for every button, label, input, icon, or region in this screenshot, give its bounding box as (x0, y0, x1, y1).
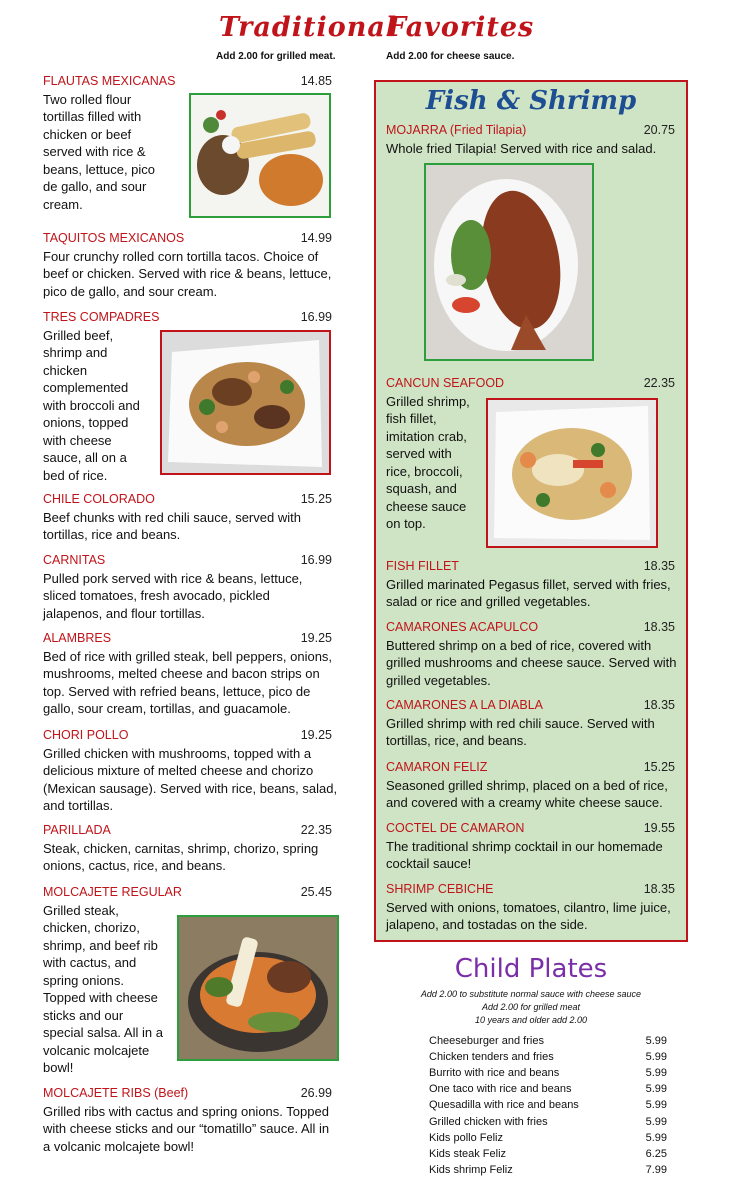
menu-item-header (386, 881, 675, 899)
child-plate-row (429, 1162, 667, 1178)
child-plate-name: Chicken tenders and fries (429, 1051, 554, 1064)
child-plate-row (429, 1081, 667, 1097)
child-plate-price: 5.99 (645, 1051, 667, 1064)
child-plate-row (429, 1097, 667, 1113)
menu-item-description: special salsa. All in a (43, 1025, 163, 1040)
molcajete-photo (177, 915, 339, 1061)
menu-item-name: CAMARONES ACAPULCO (386, 620, 539, 634)
menu-item-price: 15.25 (300, 492, 332, 506)
menu-item-name: SHRIMP CEBICHE (386, 882, 494, 896)
child-plate-name: Grilled chicken with fries (429, 1115, 548, 1128)
menu-item-price: 18.35 (643, 559, 675, 573)
menu-item-header (386, 697, 675, 715)
menu-item-description: rice, broccoli, (386, 463, 463, 479)
menu-item-name: CHILE COLORADO (43, 492, 155, 506)
menu-item-description: served with rice & (43, 144, 146, 159)
menu-item-name: COCTEL DE CAMARON (386, 821, 525, 835)
menu-item-description: spring onions. (43, 972, 124, 988)
menu-item-description: Grilled ribs with cactus and spring onions. Topped (43, 1103, 329, 1119)
menu-item-description: onions, topped (43, 415, 129, 430)
menu-item-header (386, 619, 675, 637)
menu-item-description: fish fillet, (386, 411, 437, 426)
menu-item-description: cheese sauce (386, 498, 467, 514)
menu-item-price: 14.85 (300, 74, 332, 88)
menu-item-description: grilled mushrooms and cheese sauce. Served with (386, 655, 677, 670)
menu-item-description: shrimp, and beef rib (43, 937, 158, 953)
title-traditional: Traditional (219, 12, 398, 43)
menu-item-description: squash, and (386, 481, 457, 496)
menu-item-header (43, 1085, 332, 1103)
menu-item-description: bowl! (43, 1060, 74, 1075)
menu-item-description: Four crunchy rolled corn tortilla tacos. Choice of (43, 248, 319, 264)
menu-item-name: CARNITAS (43, 553, 106, 567)
menu-item-price: 18.35 (643, 882, 675, 896)
child-plate-name: Kids shrimp Feliz (429, 1163, 513, 1176)
menu-item-name: MOLCAJETE RIBS (Beef) (43, 1086, 189, 1100)
mojarra-photo (424, 163, 594, 361)
child-note-age: 10 years and older add 2.00 (474, 1015, 588, 1025)
menu-item-description: Seasoned grilled shrimp, placed on a bed of rice, (386, 777, 668, 793)
menu-item-header (386, 759, 675, 777)
tres-compadres-photo (160, 330, 331, 475)
child-plate-price: 5.99 (645, 1099, 667, 1112)
menu-item (386, 122, 681, 157)
menu-item (43, 822, 343, 875)
child-plate-price: 5.99 (645, 1067, 667, 1080)
child-note-grilled: Add 2.00 for grilled meat (481, 1002, 581, 1012)
menu-item-header (43, 552, 332, 570)
child-plate-name: Quesadilla with rice and beans (429, 1099, 579, 1112)
child-plate-name: Kids steak Feliz (429, 1147, 507, 1160)
menu-item (386, 881, 681, 934)
menu-item (386, 697, 681, 750)
cancun-seafood-photo (486, 398, 658, 548)
child-plate-row (429, 1049, 667, 1065)
child-plate-price: 5.99 (645, 1115, 667, 1128)
menu-item-description: grilled vegetables. (386, 672, 491, 688)
title-favorites: Favorites (387, 12, 535, 43)
menu-item-price: 19.25 (300, 631, 332, 645)
menu-item-description: Beef chunks with red chili sauce, served with (43, 509, 301, 525)
menu-item-description: Grilled shrimp with red chili sauce. Served with (386, 715, 655, 731)
menu-item-description: chicken or beef (43, 126, 132, 142)
menu-item-description: Bed of rice with grilled steak, bell peppers, onions, (43, 648, 333, 664)
menu-item-description: Grilled steak, (43, 902, 119, 918)
child-plate-price: 5.99 (645, 1131, 667, 1144)
menu-item-description: imitation crab, (386, 428, 467, 444)
menu-item-description: onions, cactus, rice, and beans. (43, 858, 226, 873)
menu-item-description: delicious mixture of melted cheese and chorizo (43, 763, 314, 778)
menu-item-description: sauce, all on a (43, 450, 127, 465)
menu-item-header (43, 230, 332, 248)
menu-item-name: MOJARRA (Fried Tilapia) (386, 123, 527, 137)
menu-item-header (43, 884, 332, 902)
child-plate-price: 6.25 (645, 1147, 667, 1160)
fish-shrimp-title: Fish & Shrimp (425, 86, 637, 116)
menu-item-name: TRES COMPADRES (43, 310, 160, 324)
menu-item-description: and covered with a creamy white cheese sauce. (386, 795, 663, 810)
child-plate-row (429, 1146, 667, 1162)
child-plate-row (429, 1114, 667, 1130)
menu-item-description: and tortillas. (43, 798, 114, 813)
child-plate-name: One taco with rice and beans (429, 1083, 572, 1096)
menu-item-description: tortillas, rice, and beans. (386, 733, 527, 748)
menu-item-header (386, 375, 675, 393)
menu-item-price: 22.35 (643, 376, 675, 390)
menu-item-description: complemented (43, 380, 129, 395)
child-plate-name: Cheeseburger and fries (429, 1035, 544, 1047)
menu-item-description: de gallo, and sour (43, 179, 147, 194)
menu-item (43, 1085, 343, 1155)
note-grilled-meat: Add 2.00 for grilled meat. (216, 51, 336, 62)
menu-item-description: chicken (43, 362, 88, 378)
menu-item (43, 230, 343, 300)
menu-item-description: Grilled beef, (43, 327, 114, 343)
menu-item-name: ALAMBRES (43, 631, 112, 645)
child-plate-row (429, 1065, 667, 1081)
menu-item-description: (Mexican sausage). Served with rice, beans, salad, (43, 780, 338, 796)
menu-item-description: gallo, sour cream, tortillas, and guacamole. (43, 701, 291, 716)
menu-item-description: with cheese (43, 432, 112, 448)
menu-item-description: jalapenos, and flour tortillas. (43, 605, 205, 621)
menu-item-price: 15.25 (643, 760, 675, 774)
menu-item-name: CHORI POLLO (43, 728, 129, 742)
child-plates-title: Child Plates (454, 954, 608, 984)
menu-item-description: sticks and our (43, 1007, 124, 1023)
menu-item-price: 20.75 (643, 123, 675, 137)
menu-item-description: Pulled pork served with rice & beans, lettuce, (43, 570, 303, 586)
menu-item-description: chicken, chorizo, (43, 920, 140, 935)
menu-item (386, 619, 681, 689)
menu-item-name: FLAUTAS MEXICANAS (43, 74, 176, 88)
menu-item-name: TAQUITOS MEXICANOS (43, 231, 185, 245)
menu-item (43, 552, 343, 622)
child-plate-name: Kids pollo Feliz (429, 1131, 503, 1144)
menu-item-description: on top. (386, 516, 426, 531)
menu-item-price: 18.35 (643, 698, 675, 712)
menu-item-name: FISH FILLET (386, 559, 459, 573)
menu-item-price: 18.35 (643, 620, 675, 634)
menu-item-description: The traditional shrimp cocktail in our homemade (386, 838, 663, 854)
menu-item-price: 19.55 (643, 821, 675, 835)
menu-item-description: served with (386, 446, 452, 461)
menu-item-name: CANCUN SEAFOOD (386, 376, 505, 390)
menu-item-description: pico de gallo, and sour cream. (43, 283, 218, 299)
menu-item-description: Grilled chicken with mushrooms, topped with a (43, 745, 312, 761)
menu-item-description: salad or rice and grilled vegetables. (386, 594, 591, 609)
menu-item-description: Whole fried Tilapia! Served with rice and salad. (386, 140, 657, 156)
menu-item-price: 14.99 (300, 231, 332, 245)
flautas-photo (189, 93, 331, 218)
menu-item-description: jalapeno, and tostadas on the side. (386, 917, 588, 932)
menu-item-description: Steak, chicken, carnitas, shrimp, chorizo, spring (43, 840, 319, 856)
menu-item-header (43, 630, 332, 648)
menu-item-description: volcanic molcajete (43, 1042, 150, 1058)
menu-item (43, 630, 343, 718)
menu-item-header (386, 122, 675, 140)
child-plate-price: 7.99 (645, 1163, 667, 1176)
menu-item-description: bed of rice. (43, 467, 108, 483)
menu-item-header (43, 491, 332, 509)
menu-item (386, 759, 681, 812)
menu-item-description: cream. (43, 196, 83, 212)
menu-item-description: mushrooms, melted cheese and bacon strips on (43, 666, 320, 681)
menu-item-description: beef or chicken. Served with rice & beans, lettuce, (43, 266, 332, 281)
menu-item-description: tortillas filled with (43, 109, 142, 124)
menu-item-price: 16.99 (300, 310, 332, 324)
menu-item-description: with broccoli and (43, 397, 140, 413)
menu-item-name: MOLCAJETE REGULAR (43, 885, 182, 899)
menu-item-price: 26.99 (300, 1086, 332, 1100)
menu-item-description: with cactus, and (43, 955, 137, 970)
menu-item-price: 19.25 (300, 728, 332, 742)
menu-item-header (43, 73, 332, 91)
menu-item-description: Two rolled flour (43, 91, 132, 107)
note-cheese-sauce: Add 2.00 for cheese sauce. (386, 51, 515, 62)
menu-item-description: cocktail sauce! (386, 856, 472, 871)
menu-item-name: CAMARON FELIZ (386, 760, 488, 774)
menu-item-description: tortillas, rice and beans. (43, 527, 181, 542)
child-plate-row (429, 1130, 667, 1146)
menu-item-price: 16.99 (300, 553, 332, 567)
menu-item (43, 491, 343, 544)
menu-item-description: a volcanic molcajete bowl! (43, 1138, 195, 1154)
menu-item-price: 22.35 (300, 823, 332, 837)
menu-item-description: beans, lettuce, pico (43, 161, 156, 177)
menu-item-header (43, 822, 332, 840)
menu-item-description: Grilled marinated Pegasus fillet, served with fries, (386, 576, 671, 592)
menu-item-price: 25.45 (300, 885, 332, 899)
menu-item-description: top. Served with refried beans, lettuce, pico de (43, 683, 311, 699)
menu-item-description: shrimp and (43, 345, 108, 360)
child-plate-price: 5.99 (645, 1083, 667, 1096)
menu-item-header (43, 309, 332, 327)
menu-item (386, 558, 681, 611)
menu-item-description: Buttered shrimp on a bed of rice, covered with (386, 637, 652, 653)
child-plate-name: Burrito with rice and beans (429, 1067, 560, 1080)
child-note-cheese: Add 2.00 to substitute normal sauce with cheese sauce (420, 989, 642, 999)
child-plate-row (429, 1033, 667, 1049)
menu-item-description: Topped with cheese (43, 990, 158, 1005)
menu-item (43, 727, 343, 815)
menu-item-description: Grilled shrimp, (386, 393, 470, 409)
menu-item-header (386, 820, 675, 838)
menu-item-description: sliced tomatoes, fresh avocado, pickled (43, 588, 270, 603)
menu-item-name: PARILLADA (43, 823, 111, 837)
menu-item-description: with cheese sticks and our “tomatillo” sauce. All in (43, 1121, 330, 1136)
menu-item-name: CAMARONES A LA DIABLA (386, 698, 544, 712)
child-plate-price: 5.99 (645, 1035, 667, 1047)
menu-item-header (43, 727, 332, 745)
menu-item-header (386, 558, 675, 576)
menu-item-description: Served with onions, tomatoes, cilantro, lime juice, (386, 899, 671, 915)
menu-item (386, 820, 681, 873)
